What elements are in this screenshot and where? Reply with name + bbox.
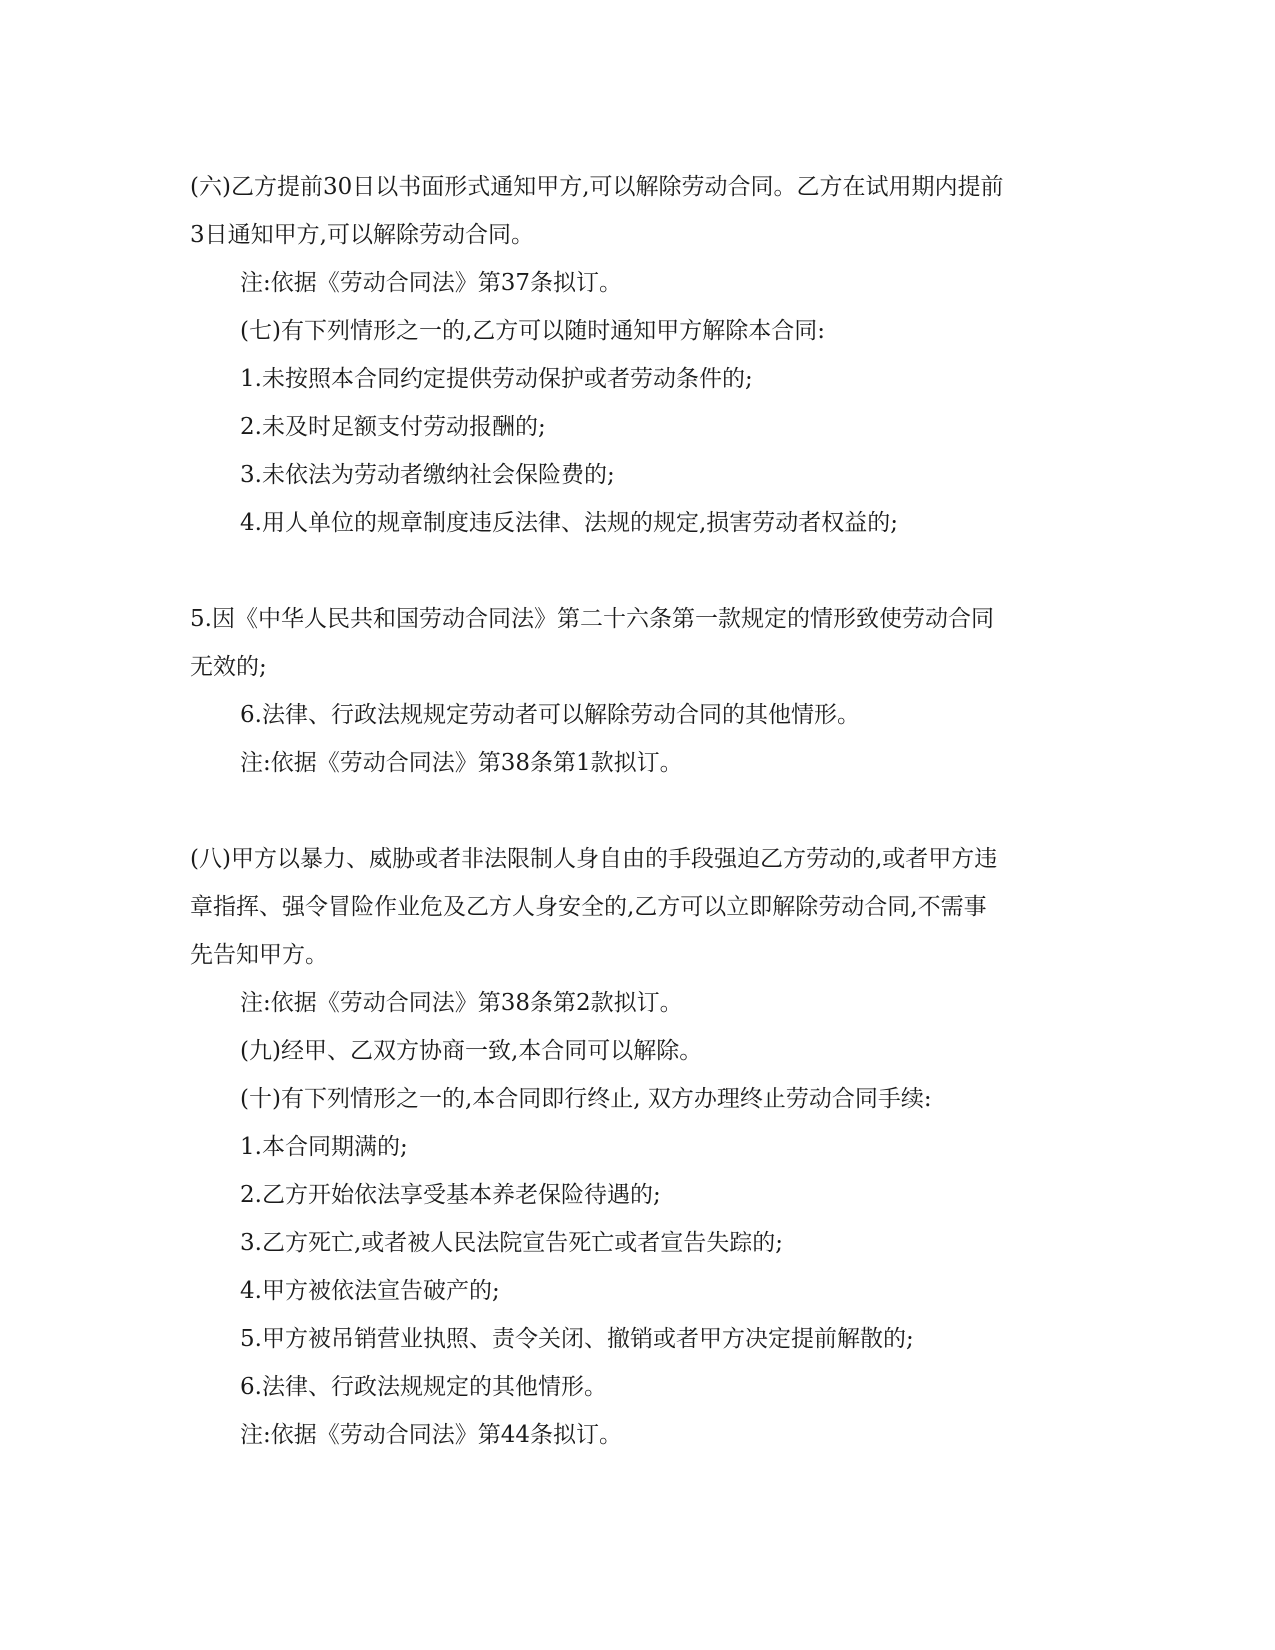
clause-7-item-4: 4.用人单位的规章制度违反法律、法规的规定,损害劳动者权益的; [240, 510, 899, 536]
clause-9: (九)经甲、乙双方协商一致,本合同可以解除。 [240, 1038, 703, 1064]
clause-10-item-4: 4.甲方被依法宣告破产的; [240, 1278, 500, 1304]
note-article-44: 注:依据《劳动合同法》第44条拟订。 [240, 1422, 623, 1448]
clause-10-item-1: 1.本合同期满的; [240, 1134, 408, 1160]
document-body [190, 163, 1090, 1459]
clause-7-item-3: 3.未依法为劳动者缴纳社会保险费的; [240, 462, 615, 488]
clause-8-line-1: (八)甲方以暴力、威胁或者非法限制人身自由的手段强迫乙方劳动的,或者甲方违 [190, 846, 998, 872]
clause-6-line-1: (六)乙方提前30日以书面形式通知甲方,可以解除劳动合同。乙方在试用期内提前 [190, 174, 1004, 200]
clause-7-item-2: 2.未及时足额支付劳动报酬的; [240, 414, 546, 440]
clause-7-item-1: 1.未按照本合同约定提供劳动保护或者劳动条件的; [240, 366, 753, 392]
paragraph-gap [190, 547, 1090, 595]
clause-8-line-3: 先告知甲方。 [190, 942, 328, 968]
clause-7-item-6: 6.法律、行政法规规定劳动者可以解除劳动合同的其他情形。 [240, 702, 860, 728]
note-article-38-2: 注:依据《劳动合同法》第38条第2款拟订。 [240, 990, 683, 1016]
clause-10-item-2: 2.乙方开始依法享受基本养老保险待遇的; [240, 1182, 661, 1208]
clause-7-item-5-line-1: 5.因《中华人民共和国劳动合同法》第二十六条第一款规定的情形致使劳动合同 [190, 606, 994, 632]
clause-8-line-2: 章指挥、强令冒险作业危及乙方人身安全的,乙方可以立即解除劳动合同,不需事 [190, 894, 987, 920]
clause-10-item-5: 5.甲方被吊销营业执照、责令关闭、撤销或者甲方决定提前解散的; [240, 1326, 914, 1352]
clause-10-item-3: 3.乙方死亡,或者被人民法院宣告死亡或者宣告失踪的; [240, 1230, 784, 1256]
clause-10-item-6: 6.法律、行政法规规定的其他情形。 [240, 1374, 607, 1400]
clause-7-heading: (七)有下列情形之一的,乙方可以随时通知甲方解除本合同: [240, 318, 826, 344]
note-article-37: 注:依据《劳动合同法》第37条拟订。 [240, 270, 623, 296]
clause-10-heading: (十)有下列情形之一的,本合同即行终止, 双方办理终止劳动合同手续: [240, 1086, 932, 1112]
clause-6-line-2: 3日通知甲方,可以解除劳动合同。 [190, 222, 534, 248]
paragraph-gap [190, 787, 1090, 835]
note-article-38-1: 注:依据《劳动合同法》第38条第1款拟订。 [240, 750, 683, 776]
clause-7-item-5-line-2: 无效的; [190, 654, 267, 680]
